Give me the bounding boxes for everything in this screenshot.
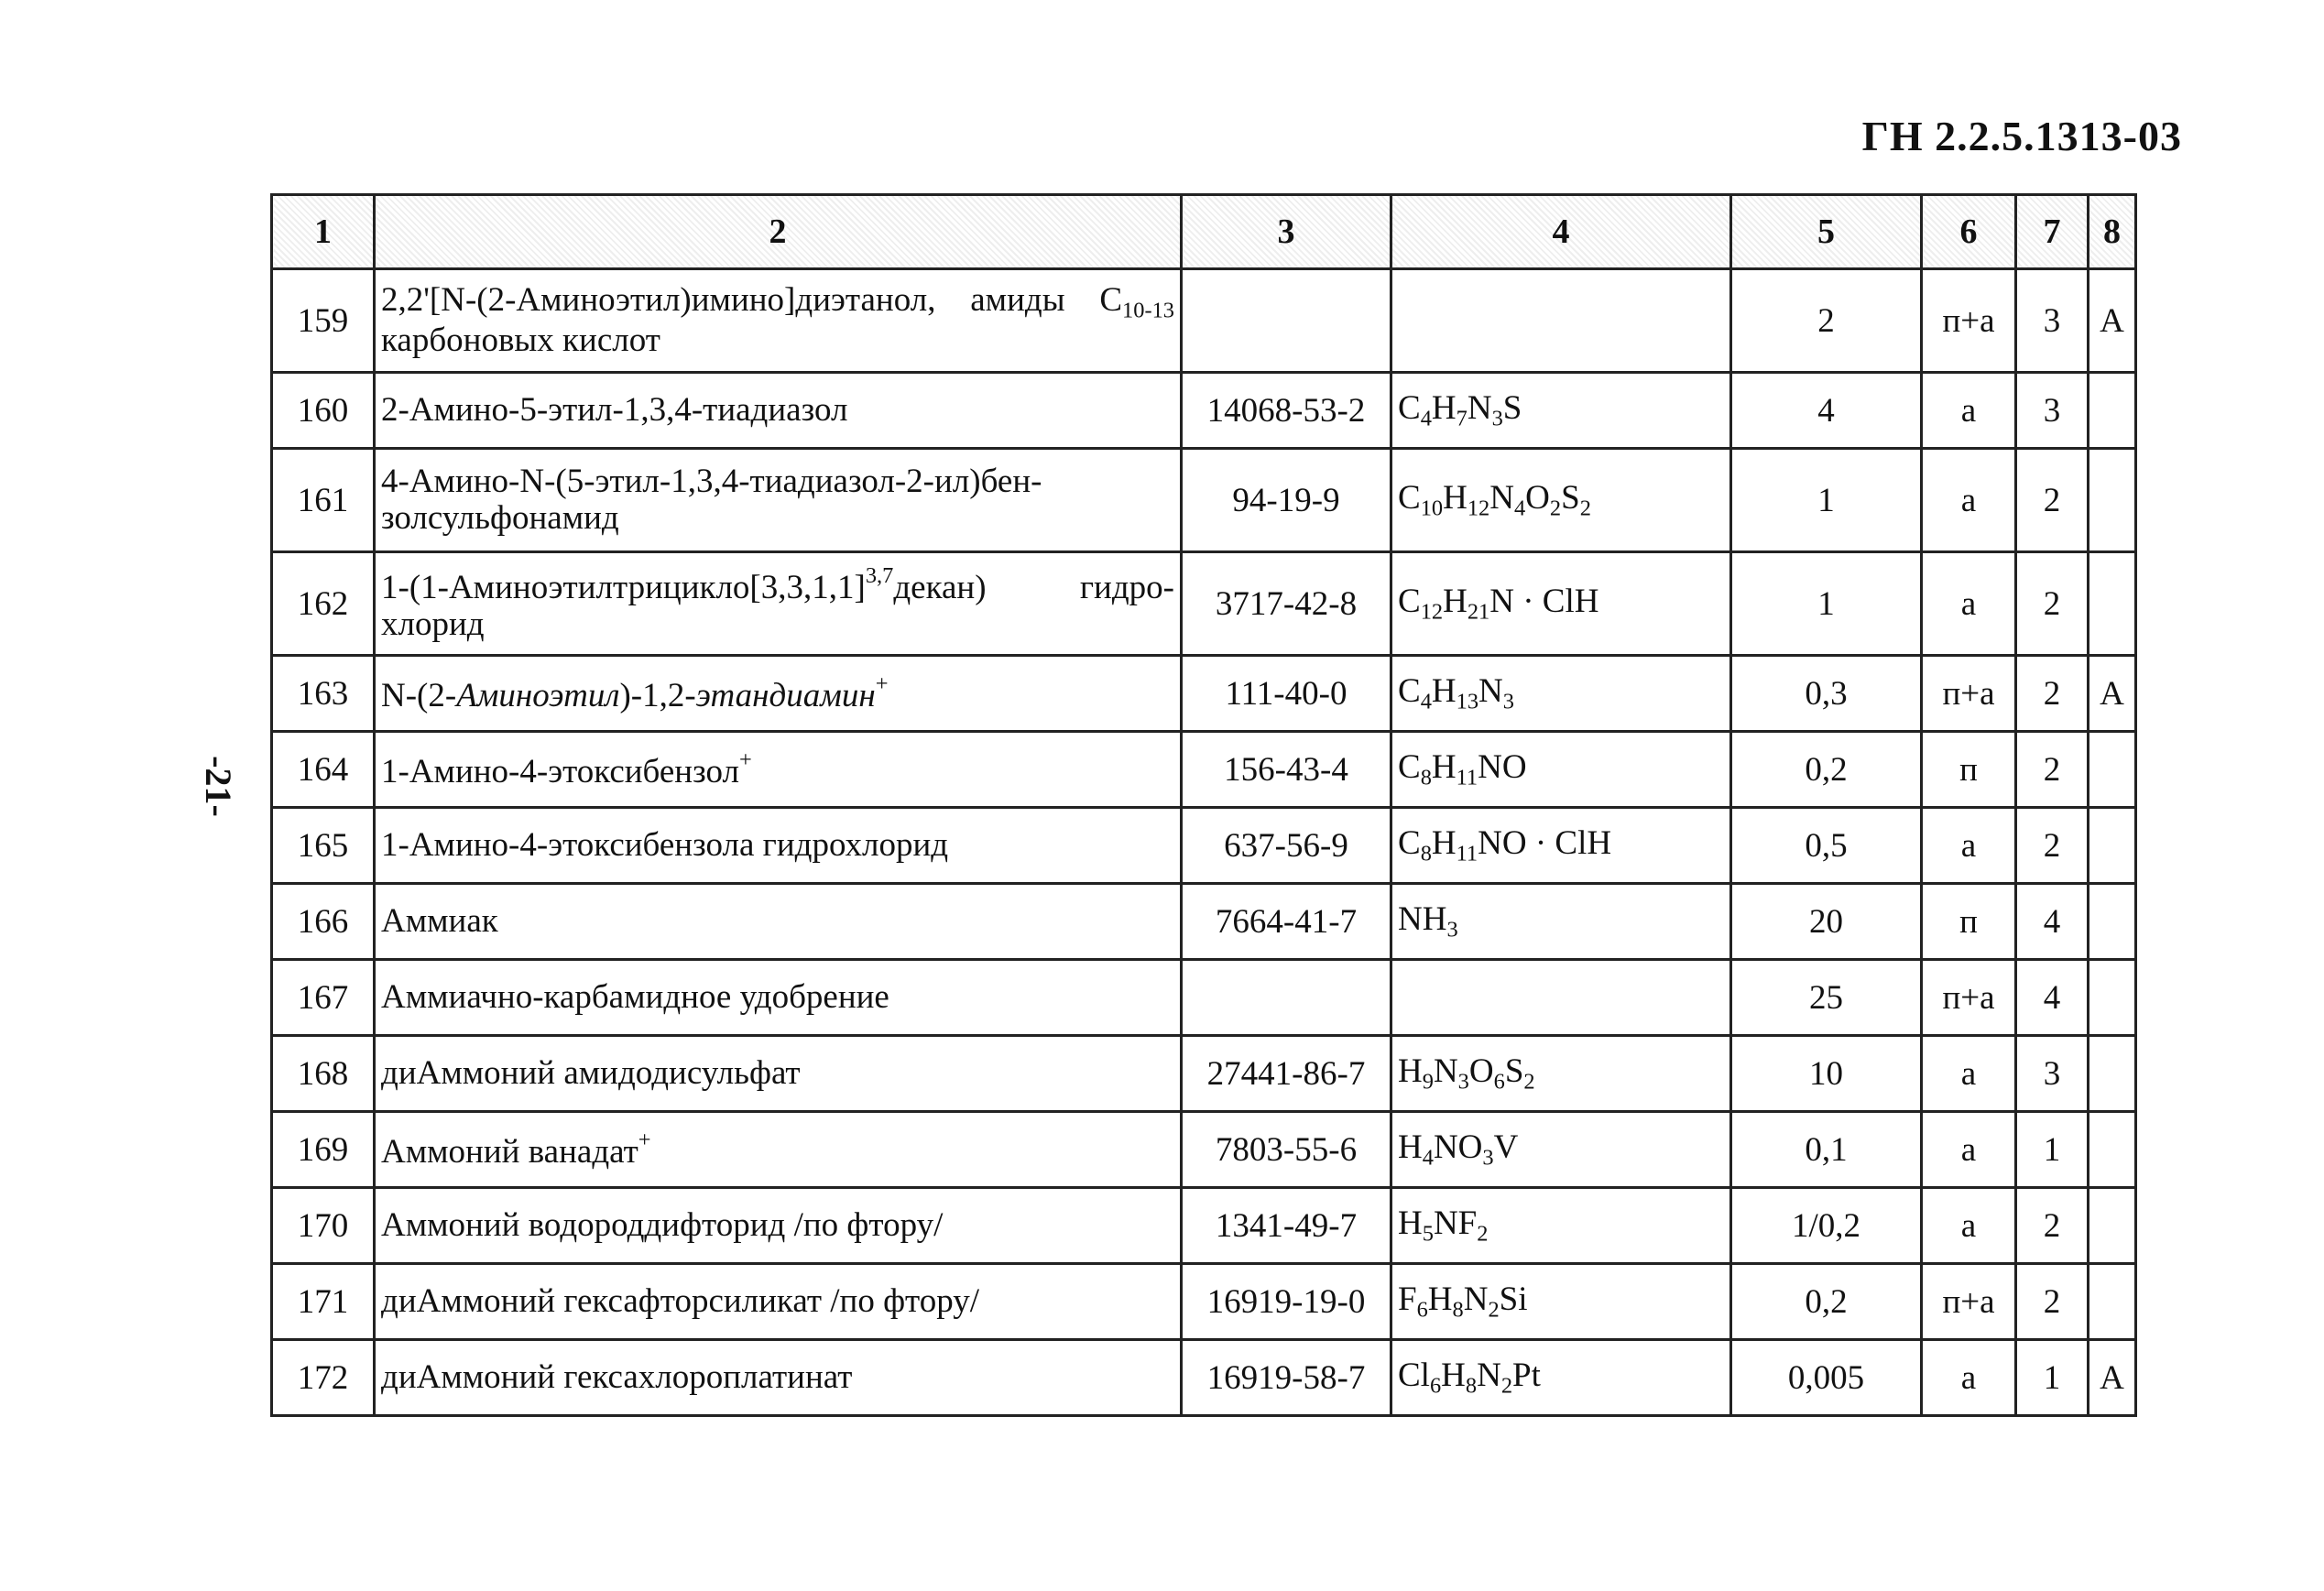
row-number: 172 [272,1340,375,1416]
special-mark: А [2089,656,2136,732]
table-row [272,808,2136,884]
chemical-formula [1391,960,1731,1036]
hazard-class: 3 [2016,1036,2089,1112]
chemical-formula: $C_8H_{11}NO$ [1391,732,1731,808]
cas-number: 14068-53-2 [1182,373,1391,449]
special-mark: А [2089,1340,2136,1416]
row-number: 169 [272,1112,375,1188]
col-header-8: 8 [2089,195,2136,269]
row-number: 160 [272,373,375,449]
chemical-formula: $H_9N_3O_6S_2$ [1391,1036,1731,1112]
limit-value: 1 [1731,449,1922,552]
aggregate-state: а [1922,1036,2016,1112]
chemical-formula: $H_4NO_3V$ [1391,1112,1731,1188]
substance-name: Аммоний ванадат+ [375,1112,1182,1188]
aggregate-state: а [1922,1340,2016,1416]
table-row [272,1036,2136,1112]
aggregate-state: а [1922,449,2016,552]
substance-name: 2,2'[N-(2-Аминоэтил)имино]диэтанол, амиды $C_{10-13}$ карбоновых кислот [375,269,1182,373]
aggregate-state: а [1922,552,2016,656]
aggregate-state: а [1922,373,2016,449]
limit-value: 10 [1731,1036,1922,1112]
special-mark [2089,808,2136,884]
table-row [272,1340,2136,1416]
limit-value: 2 [1731,269,1922,373]
hazard-class: 4 [2016,960,2089,1036]
col-header-3: 3 [1182,195,1391,269]
cas-number: 156-43-4 [1182,732,1391,808]
limit-value: 1 [1731,552,1922,656]
hazard-class: 2 [2016,1188,2089,1264]
aggregate-state: п+а [1922,960,2016,1036]
table-row [272,269,2136,373]
aggregate-state: а [1922,1188,2016,1264]
table-row [272,1112,2136,1188]
aggregate-state: п [1922,884,2016,960]
chemical-formula: $NH_3$ [1391,884,1731,960]
cas-number: 637-56-9 [1182,808,1391,884]
aggregate-state: п [1922,732,2016,808]
limit-value: 0,005 [1731,1340,1922,1416]
special-mark [2089,1264,2136,1340]
special-mark [2089,1112,2136,1188]
substance-name: 1-Амино-4-этоксибензол+ [375,732,1182,808]
substances-table [270,193,2137,1417]
table-row [272,656,2136,732]
table-row [272,1188,2136,1264]
substance-name: Аммиак [375,884,1182,960]
row-number: 166 [272,884,375,960]
table-row [272,449,2136,552]
special-mark [2089,449,2136,552]
chemical-formula: $C_{10}H_{12}N_4O_2S_2$ [1391,449,1731,552]
hazard-class: 2 [2016,449,2089,552]
special-mark [2089,552,2136,656]
row-number: 171 [272,1264,375,1340]
row-number: 164 [272,732,375,808]
hazard-class: 1 [2016,1340,2089,1416]
chemical-formula: $H_5NF_2$ [1391,1188,1731,1264]
chemical-formula: $F_6H_8N_2Si$ [1391,1264,1731,1340]
limit-value: 20 [1731,884,1922,960]
col-header-1: 1 [272,195,375,269]
chemical-formula: $C_4H_{13}N_3$ [1391,656,1731,732]
row-number: 161 [272,449,375,552]
hazard-class: 2 [2016,1264,2089,1340]
special-mark [2089,1036,2136,1112]
hazard-class: 2 [2016,552,2089,656]
limit-value: 1/0,2 [1731,1188,1922,1264]
limit-value: 0,2 [1731,732,1922,808]
cas-number: 1341-49-7 [1182,1188,1391,1264]
aggregate-state: п+а [1922,1264,2016,1340]
substance-name: 4-Амино-N-(5-этил-1,3,4-тиадиазол-2-ил)бен-золсульфонамид [375,449,1182,552]
hazard-class: 4 [2016,884,2089,960]
aggregate-state: п+а [1922,269,2016,373]
chemical-formula: $C_4H_7N_3S$ [1391,373,1731,449]
row-number: 162 [272,552,375,656]
cas-number: 16919-58-7 [1182,1340,1391,1416]
cas-number: 7803-55-6 [1182,1112,1391,1188]
table-row [272,960,2136,1036]
limit-value: 0,1 [1731,1112,1922,1188]
special-mark [2089,884,2136,960]
substance-name: 2-Амино-5-этил-1,3,4-тиадиазол [375,373,1182,449]
substance-name: Аммоний водороддифторид /по фтору/ [375,1188,1182,1264]
table-row [272,373,2136,449]
table-row [272,884,2136,960]
limit-value: 25 [1731,960,1922,1036]
row-number: 170 [272,1188,375,1264]
cas-number: 27441-86-7 [1182,1036,1391,1112]
aggregate-state: а [1922,808,2016,884]
table-body [272,269,2136,1416]
document-code: ГН 2.2.5.1313-03 [1861,113,2182,159]
col-header-2: 2 [375,195,1182,269]
header-row [272,195,2136,269]
row-number: 168 [272,1036,375,1112]
chemical-formula: $Cl_6H_8N_2Pt$ [1391,1340,1731,1416]
cas-number: 111-40-0 [1182,656,1391,732]
page-number: -21- [197,756,239,817]
chemical-formula: $C_{12}H_{21}N$ · ClH [1391,552,1731,656]
row-number: 167 [272,960,375,1036]
cas-number: 3717-42-8 [1182,552,1391,656]
aggregate-state: п+а [1922,656,2016,732]
hazard-class: 3 [2016,269,2089,373]
cas-number: 94-19-9 [1182,449,1391,552]
limit-value: 0,3 [1731,656,1922,732]
special-mark: А [2089,269,2136,373]
row-number: 165 [272,808,375,884]
substance-name: диАммоний гексахлороплатинат [375,1340,1182,1416]
cas-number [1182,269,1391,373]
hazard-class: 2 [2016,656,2089,732]
hazard-class: 2 [2016,808,2089,884]
chemical-formula: $C_8H_{11}NO$ · ClH [1391,808,1731,884]
substance-name: диАммоний гексафторсиликат /по фтору/ [375,1264,1182,1340]
row-number: 159 [272,269,375,373]
substance-name: диАммоний амидодисульфат [375,1036,1182,1112]
chemical-formula [1391,269,1731,373]
special-mark [2089,1188,2136,1264]
col-header-6: 6 [1922,195,2016,269]
aggregate-state: а [1922,1112,2016,1188]
col-header-5: 5 [1731,195,1922,269]
table-row [272,1264,2136,1340]
substance-name: N-(2-Аминоэтил)-1,2-этандиамин+ [375,656,1182,732]
hazard-class: 3 [2016,373,2089,449]
special-mark [2089,373,2136,449]
col-header-4: 4 [1391,195,1731,269]
table-row [272,732,2136,808]
limit-value: 0,2 [1731,1264,1922,1340]
hazard-class: 1 [2016,1112,2089,1188]
cas-number: 7664-41-7 [1182,884,1391,960]
limit-value: 0,5 [1731,808,1922,884]
substance-name: 1-Амино-4-этоксибензола гидрохлорид [375,808,1182,884]
table-row [272,552,2136,656]
substance-name: Аммиачно-карбамидное удобрение [375,960,1182,1036]
col-header-7: 7 [2016,195,2089,269]
substance-name: $1-(1-Аминоэтилтрицикло[3,3,1,1]^{3,7}декан)$ гидро-хлорид [375,552,1182,656]
row-number: 163 [272,656,375,732]
cas-number [1182,960,1391,1036]
cas-number: 16919-19-0 [1182,1264,1391,1340]
special-mark [2089,960,2136,1036]
limit-value: 4 [1731,373,1922,449]
special-mark [2089,732,2136,808]
hazard-class: 2 [2016,732,2089,808]
